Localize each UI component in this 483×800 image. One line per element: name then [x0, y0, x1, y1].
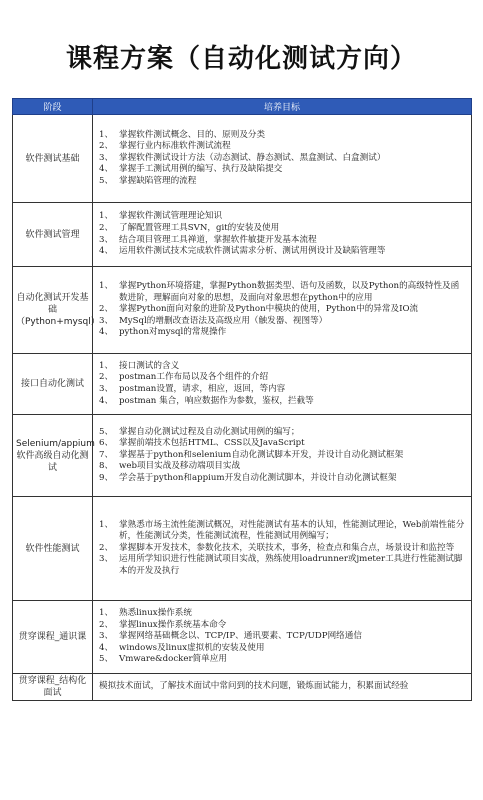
goal-text: 掌握linux操作系统基本命令	[119, 619, 227, 630]
goal-number: 1、	[99, 129, 114, 140]
goals-cell	[93, 354, 472, 415]
goal-item	[99, 631, 467, 643]
goal-number: 8、	[99, 461, 114, 472]
goal-item	[99, 246, 467, 258]
goal-text: 掌握Python环境搭建，掌握Python数据类型、语句及函数，以及Python的高级特性及函数进阶，理解面向对象的思想，及面向对象思想在python中的应用	[119, 281, 460, 303]
table-row	[13, 203, 472, 267]
goal-number: 1、	[99, 281, 114, 292]
goal-item	[99, 554, 467, 577]
goal-text: Vmware&docker简单应用	[119, 654, 227, 665]
goal-item	[99, 520, 467, 543]
goals-cell	[93, 497, 472, 601]
goal-text: 掌熟悉市场主流性能测试概况，对性能测试有基本的认知，性能测试理论，Web前端性能分析，性能测试分类，性能测试流程，性能测试用例编写；	[119, 519, 465, 542]
goal-text: 掌握软件测试概念、目的、原则及分类	[119, 129, 266, 140]
goal-number: 5、	[99, 175, 114, 186]
goal-text: 掌握行业内标准软件测试流程	[119, 141, 231, 152]
goal-item	[99, 130, 467, 142]
goal-item	[99, 473, 467, 485]
goal-item	[99, 427, 467, 439]
goal-item	[99, 681, 467, 693]
goal-item	[99, 620, 467, 632]
goal-text: postman工作布局以及各个组件的介绍	[119, 372, 269, 383]
header-stage: 阶段	[13, 99, 93, 115]
goals-cell	[93, 674, 472, 701]
stage-cell: 贯穿课程_通识课	[13, 601, 93, 674]
goal-item	[99, 176, 467, 188]
stage-cell: 软件测试管理	[13, 203, 93, 267]
goal-text: 掌握网络基础概念以、TCP/IP、通讯要素、TCP/UDP网络通信	[119, 631, 362, 642]
goal-text: 学会基于python和appium开发自动化测试脚本，并设计自动化测试框架	[119, 472, 397, 483]
goal-text: 掌握手工测试用例的编写、执行及缺陷提交	[119, 164, 283, 175]
goal-text: 掌握缺陷管理的流程	[119, 175, 197, 186]
goal-text: 掌握基于python和selenium自动化测试脚本开发，并设计自动化测试框架	[119, 449, 404, 460]
goals-cell	[93, 115, 472, 203]
goal-text: 掌握Python面向对象的进阶及Python中模块的使用，Python中的异常及IO流	[119, 304, 419, 315]
goal-text: windows及linux虚拟机的安装及使用	[119, 642, 265, 653]
goal-number: 3、	[99, 384, 114, 394]
table-row	[13, 354, 472, 415]
goal-number: 2、	[99, 372, 114, 383]
stage-cell: 软件性能测试	[13, 497, 93, 601]
goal-item	[99, 361, 467, 373]
goals-cell	[93, 203, 472, 267]
goal-item	[99, 281, 467, 304]
goal-number: 1、	[99, 360, 114, 371]
goal-number: 7、	[99, 449, 114, 460]
stage-cell: 自动化测试开发基础（Python+mysql）	[13, 267, 93, 354]
goal-item	[99, 211, 467, 223]
goal-number: 1、	[99, 608, 114, 619]
goals-cell	[93, 267, 472, 354]
goal-text: 运用所学知识进行性能测试项目实战，熟练使用loadrunner或jmeter工具进行性能测试脚本的开发及执行	[119, 554, 463, 576]
goal-number: 3、	[99, 234, 114, 245]
table-row	[13, 674, 472, 701]
curriculum-table	[12, 98, 472, 701]
goal-item	[99, 384, 467, 396]
goal-text: 掌握前端技术包括HTML、CSS以及JavaScript	[119, 438, 305, 449]
stage-cell: 贯穿课程_结构化面试	[13, 674, 93, 701]
goals-cell	[93, 601, 472, 674]
goal-item	[99, 141, 467, 153]
goal-number: 1、	[99, 211, 114, 222]
goals-cell	[93, 415, 472, 497]
goal-number: 1、	[99, 519, 114, 530]
goal-text: 了解配置管理工具SVN，git的安装及使用	[119, 222, 280, 233]
goal-text: postman设置，请求，相应，返回，等内容	[119, 384, 286, 394]
goal-text: postman 集合，响应数据作为参数，鉴权，拦截等	[119, 395, 314, 406]
goal-number: 3、	[99, 315, 114, 326]
goal-item	[99, 643, 467, 655]
goal-text: 接口测试的含义	[119, 360, 180, 371]
table-row	[13, 497, 472, 601]
header-goals: 培养目标	[93, 99, 472, 115]
goal-item	[99, 461, 467, 473]
goal-text: MySql的增删改查语法及高级应用（触发器、视图等）	[119, 315, 328, 326]
goal-number: 4、	[99, 246, 114, 257]
goal-number: 5、	[99, 426, 114, 437]
goal-text: 掌握软件测试设计方法（动态测试、静态测试、黑盒测试、白盒测试）	[119, 152, 386, 163]
goal-number: 2、	[99, 304, 114, 315]
goal-item	[99, 316, 467, 328]
goal-item	[99, 372, 467, 384]
goal-text: 熟悉linux操作系统	[119, 608, 192, 619]
goal-item	[99, 543, 467, 555]
stage-cell: 接口自动化测试	[13, 354, 93, 415]
table-header-row	[13, 99, 472, 115]
goal-number: 2、	[99, 141, 114, 152]
stage-cell: 软件测试基础	[13, 115, 93, 203]
goal-item	[99, 164, 467, 176]
goal-number: 2、	[99, 222, 114, 233]
goal-text: python对mysql的常规操作	[119, 327, 227, 338]
goal-number: 2、	[99, 542, 114, 553]
goal-number: 5、	[99, 654, 114, 665]
page-title: 课程方案（自动化测试方向）	[65, 44, 417, 74]
goal-item	[99, 235, 467, 247]
table-row	[13, 415, 472, 497]
goal-item	[99, 327, 467, 339]
goal-number: 4、	[99, 164, 114, 175]
goal-number: 9、	[99, 472, 114, 483]
goal-text: 掌握软件测试管理理论知识	[119, 211, 223, 222]
goal-number: 3、	[99, 554, 114, 565]
goal-item	[99, 153, 467, 165]
goal-text: 掌握自动化测试过程及自动化测试用例的编写；	[119, 426, 300, 437]
goal-text: 运用软件测试技术完成软件测试需求分析、测试用例设计及缺陷管理等	[119, 246, 386, 257]
goal-number: 2、	[99, 619, 114, 630]
goal-item	[99, 304, 467, 316]
goal-number: 3、	[99, 152, 114, 163]
goal-number: 4、	[99, 642, 114, 653]
goal-number: 6、	[99, 438, 114, 449]
goal-item	[99, 608, 467, 620]
goal-text: 模拟技术面试，了解技术面试中常问到的技术问题，锻炼面试能力，积累面试经验	[99, 681, 409, 692]
stage-cell: Selenium/appium软件高级自动化测试	[13, 415, 93, 497]
table-row	[13, 601, 472, 674]
goal-item	[99, 438, 467, 450]
table-row	[13, 267, 472, 354]
table-row	[13, 115, 472, 203]
goal-item	[99, 396, 467, 408]
goal-item	[99, 450, 467, 462]
goal-item	[99, 654, 467, 666]
goal-text: web项目实战及移动端项目实战	[119, 461, 241, 472]
goal-text: 结合项目管理工具禅道，掌握软件敏捷开发基本流程	[119, 234, 317, 245]
goal-item	[99, 223, 467, 235]
goal-text: 掌握脚本开发技术，参数化技术，关联技术，事务，检查点和集合点，场景设计和监控等	[119, 542, 455, 553]
goal-number: 3、	[99, 631, 114, 642]
goal-number: 4、	[99, 327, 114, 338]
goal-number: 4、	[99, 395, 114, 406]
